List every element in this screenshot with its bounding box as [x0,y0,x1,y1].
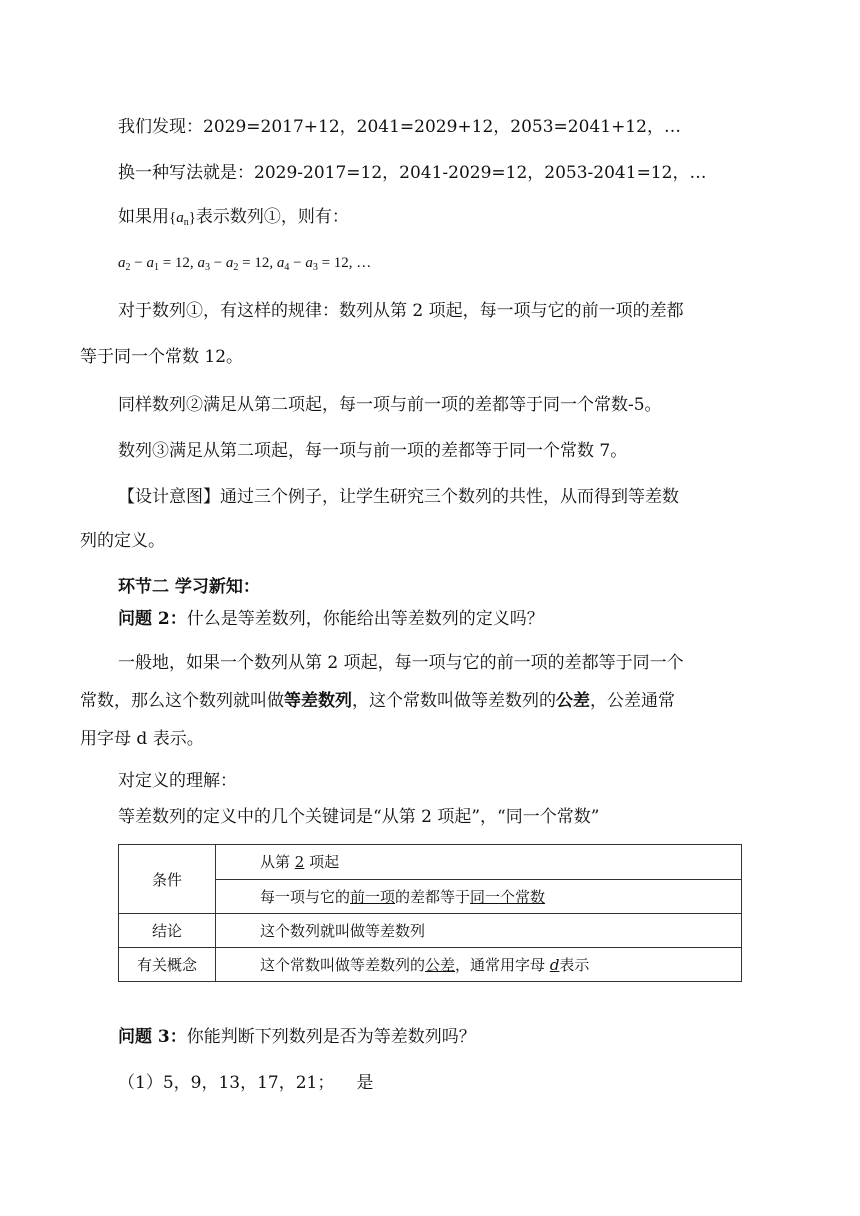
section-heading: 环节二 学习新知： [118,577,260,597]
rewrite-line: 换一种写法就是：2029-2017=12，2041-2029=12，2053-2041=12，… [118,163,707,183]
sequence2-line: 同样数列②满足从第二项起，每一项与前一项的差都等于同一个常数-5。 [118,395,662,415]
cell-text: 表示 [559,956,590,974]
table-row [119,845,742,880]
brace-open: { [169,210,177,226]
sub: 1 [153,262,159,273]
design-intent-line-2: 列的定义。 [80,531,165,551]
pattern-line-1: 对于数列①，有这样的规律：数列从第 2 项起，每一项与它的前一项的差都 [118,301,684,321]
question-3-label: 问题 3： [118,1027,187,1047]
table-row [119,914,742,948]
difference-formula [118,252,371,279]
equals: = 12, … [317,255,372,271]
equals: = 12, [158,255,198,271]
pattern-line-2: 等于同一个常数 12。 [80,347,244,367]
notation-line [118,206,349,234]
term: a [146,255,154,271]
seq-sub: n [183,217,189,228]
minus: − [209,255,226,271]
definition-line-2 [80,690,675,712]
question-2 [118,608,544,630]
concept-label: 有关概念 [119,948,216,982]
equals: = 12, [238,255,277,271]
term: a [276,255,285,271]
design-intent-line-1: 【设计意图】通过三个例子，让学生研究三个数列的共性，从而得到等差数 [118,487,679,507]
question-2-label: 问题 2： [118,609,187,629]
seq-var: a [176,210,184,226]
concept-text [216,948,742,982]
term: a [197,255,205,271]
sub: 2 [233,262,239,273]
question-3 [118,1026,476,1048]
condition-label: 条件 [119,845,216,914]
sub: 3 [312,262,318,273]
term: a [118,255,126,271]
definition-line-3: 用字母 d 表示。 [80,729,204,749]
sequence-1-answer: 是 [356,1073,374,1093]
sub: 4 [284,262,290,273]
term-arithmetic-sequence: 等差数列 [284,691,352,711]
minus: − [130,255,147,271]
sequence-notation [169,210,196,226]
sequence-1-text: （1）5，9，13，17，21； [118,1073,335,1093]
minus: − [289,255,306,271]
observation-line: 我们发现：2029=2017+12，2041=2029+12，2053=2041+12，… [118,117,681,137]
notation-suffix: 表示数列①，则有： [195,207,349,227]
underlined-text: 前一项 [350,887,396,906]
condition-2 [216,879,742,914]
conclusion-label: 结论 [119,914,216,948]
def-text: ，这个常数叫做等差数列的 [352,691,556,711]
sequence3-line: 数列③满足从第二项起，每一项与前一项的差都等于同一个常数 7。 [118,441,628,461]
cell-text: 项起 [304,853,340,872]
understanding-heading: 对定义的理解： [118,771,237,791]
sequence-item-1 [118,1072,373,1094]
definition-table [118,844,742,982]
term-common-difference: 公差 [556,691,590,711]
keywords-line: 等差数列的定义中的几个关键词是“从第 2 项起”，“同一个常数” [118,807,600,827]
underlined-text: d [549,956,560,974]
question-3-text: 你能判断下列数列是否为等差数列吗？ [186,1027,476,1047]
underlined-text: 同一个常数 [470,887,546,906]
conclusion-text: 这个数列就叫做等差数列 [216,914,742,948]
table-row [119,948,742,982]
definition-line-1: 一般地，如果一个数列从第 2 项起，每一项与它的前一项的差都等于同一个 [118,653,684,673]
underlined-text: 公差 [425,956,456,974]
sub: 3 [204,262,210,273]
def-text: 常数，那么这个数列就叫做 [80,691,284,711]
cell-text: 从第 [260,853,295,872]
cell-text: 每一项与它的 [260,887,351,906]
condition-1 [216,845,742,880]
underlined-text: 2 [294,853,305,872]
cell-text: 的差都等于 [395,887,471,906]
cell-text: 这个常数叫做等差数列的 [260,956,426,974]
sub: 2 [125,262,131,273]
term: a [305,255,313,271]
notation-prefix: 如果用 [118,207,169,227]
term: a [225,255,234,271]
brace-close: } [188,210,196,226]
question-2-text: 什么是等差数列，你能给出等差数列的定义吗？ [186,609,544,629]
def-text: ，公差通常 [590,691,675,711]
cell-text: ，通常用字母 [455,956,550,974]
